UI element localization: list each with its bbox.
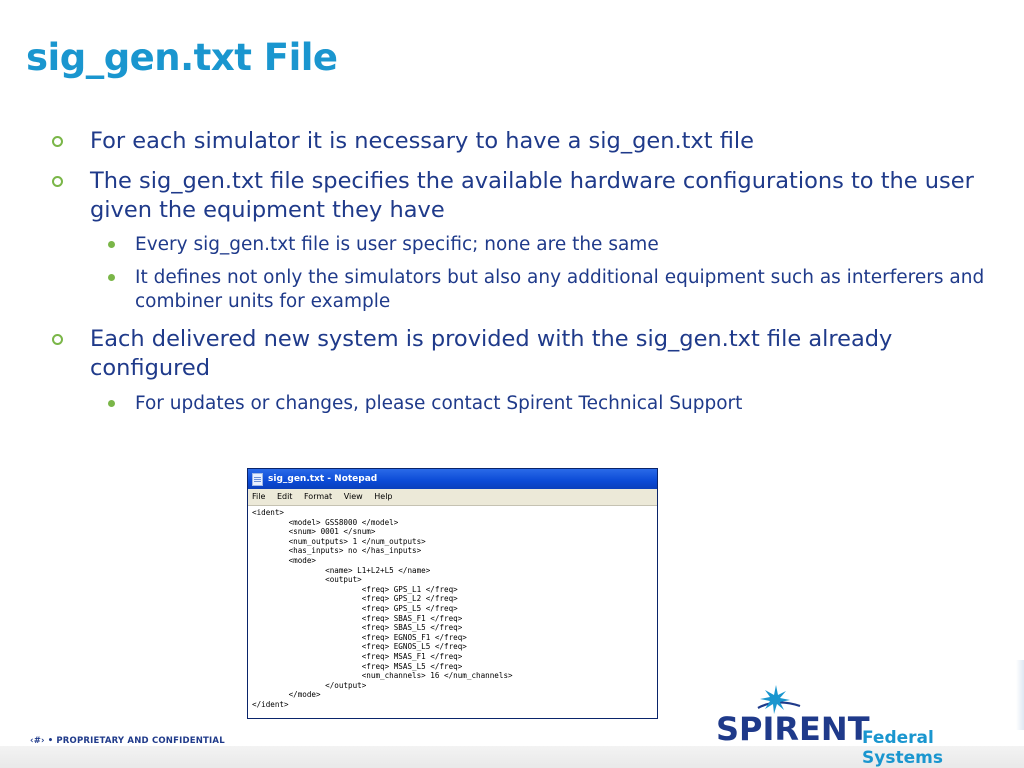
menu-format: Format (303, 492, 333, 501)
notepad-titlebar (248, 469, 657, 489)
notepad-screenshot (247, 468, 658, 719)
footer-confidential: PROPRIETARY AND CONFIDENTIAL (56, 736, 225, 746)
bullet-item (90, 127, 1010, 156)
notepad-content: <ident> <model> GSS8000 </model> <snum> 0001 </snum> <num_outputs> 1 </num_outputs> <has_inputs> no </has_inputs> <mode> <name> L1+L2+L5 </name> <output> <freq> GPS_L1 </freq> <freq> GPS_L2 </freq> <freq> GPS_L5 </freq> <freq> SBAS_F1 </freq> <freq> SBAS_L5 </freq> <freq> EGNOS_F1 </freq> <freq> EGNOS_L5 </freq> <freq> MSAS_F1 </freq> <freq> MSAS_L5 </freq> <num_channels> 16 </num_channels> </output> </mode> </ident> (252, 508, 513, 709)
page-number: ‹#› (30, 736, 45, 746)
sub-bullet-item (135, 233, 995, 257)
bullet-dot-icon (108, 274, 115, 281)
bullet-circle-icon (52, 176, 63, 187)
sub-bullet-item (135, 392, 995, 416)
menu-view: View (343, 492, 363, 501)
notepad-menubar (248, 489, 657, 506)
sub-bullet-item (135, 266, 995, 314)
menu-file: File (252, 492, 266, 501)
notepad-title: sig_gen.txt - Notepad (268, 474, 378, 484)
bullet-circle-icon (52, 334, 63, 345)
logo-wordmark: SPIRENT (716, 710, 870, 748)
bullet-text: Each delivered new system is provided with the sig_gen.txt file already configured (90, 326, 893, 381)
side-accent (1016, 660, 1024, 730)
bullet-item (90, 325, 1010, 383)
sub-bullet-text: It defines not only the simulators but also any additional equipment such as interferers and combiner units for example (135, 267, 985, 312)
bullet-dot-icon (108, 241, 115, 248)
notepad-text-area (248, 506, 657, 718)
slide-title: sig_gen.txt File (26, 36, 338, 79)
notepad-icon (252, 473, 263, 486)
footer-dot-icon: • (47, 736, 54, 746)
logo-subtitle: Federal Systems (862, 728, 943, 768)
bullet-text: For each simulator it is necessary to have a sig_gen.txt file (90, 128, 754, 154)
footer (30, 736, 225, 746)
bullet-item (90, 167, 1010, 225)
bullet-circle-icon (52, 136, 63, 147)
menu-edit: Edit (276, 492, 293, 501)
bullet-dot-icon (108, 400, 115, 407)
bullet-text: The sig_gen.txt file specifies the available hardware configurations to the user given the equipment they have (90, 168, 974, 223)
sub-bullet-text: Every sig_gen.txt file is user specific; none are the same (135, 234, 659, 255)
sub-bullet-text: For updates or changes, please contact Spirent Technical Support (135, 393, 743, 414)
spirent-logo (706, 684, 1016, 768)
menu-help: Help (374, 492, 393, 501)
